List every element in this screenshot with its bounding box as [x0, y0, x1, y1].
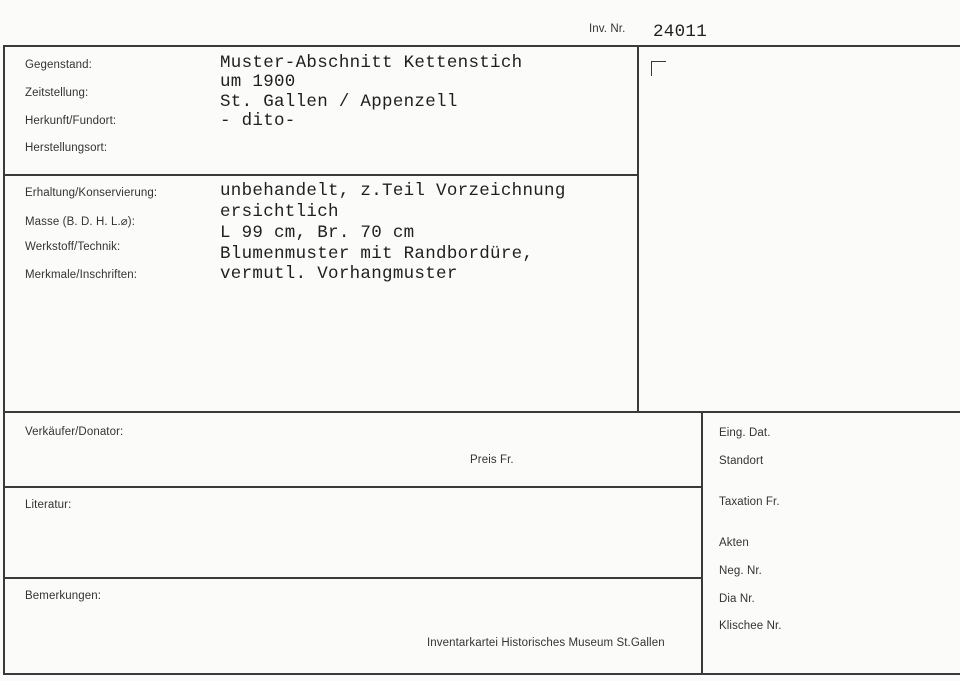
inv-number: 24011 [653, 22, 708, 42]
label-merkmale: Merkmale/Inschriften: [25, 269, 138, 281]
value-herkunft: St. Gallen / Appenzell [220, 92, 458, 112]
value-erhaltung-line2: ersichtlich [220, 202, 339, 222]
label-neg-nr: Neg. Nr. [719, 565, 762, 577]
value-gegenstand: Muster-Abschnitt Kettenstich [220, 53, 523, 73]
label-werkstoff: Werkstoff/Technik: [25, 241, 121, 253]
inv-label: Inv. Nr. [589, 23, 626, 35]
divider-left-edge [3, 45, 5, 675]
label-taxation: Taxation Fr. [719, 496, 780, 508]
label-gegenstand: Gegenstand: [25, 59, 92, 71]
label-akten: Akten [719, 537, 749, 549]
value-werkstoff: Blumenmuster mit Randbordüre, [220, 244, 534, 264]
label-dia-nr: Dia Nr. [719, 593, 755, 605]
value-herstellungsort: - dito- [220, 111, 296, 131]
label-masse: Masse (B. D. H. L.⌀): [25, 216, 135, 228]
label-klischee-nr: Klischee Nr. [719, 620, 782, 632]
corner-mark [651, 61, 666, 76]
divider-right-column [637, 45, 639, 412]
label-standort: Standort [719, 455, 764, 467]
divider-bottom [3, 673, 960, 675]
value-merkmale: vermutl. Vorhangmuster [220, 264, 458, 284]
divider-top [3, 45, 960, 47]
value-zeitstellung: um 1900 [220, 72, 296, 92]
divider-middle [3, 411, 960, 413]
label-verkaeufer: Verkäufer/Donator: [25, 426, 124, 438]
divider-section [3, 174, 638, 176]
value-masse: L 99 cm, Br. 70 cm [220, 223, 415, 243]
label-herkunft: Herkunft/Fundort: [25, 115, 117, 127]
divider-side-column [701, 411, 703, 675]
label-zeitstellung: Zeitstellung: [25, 87, 89, 99]
divider-remarks [3, 577, 702, 579]
value-erhaltung-line1: unbehandelt, z.Teil Vorzeichnung [220, 181, 566, 201]
label-preis: Preis Fr. [470, 454, 514, 466]
label-erhaltung: Erhaltung/Konservierung: [25, 187, 158, 199]
divider-literature [3, 486, 702, 488]
label-bemerkungen: Bemerkungen: [25, 590, 101, 602]
label-herstellungsort: Herstellungsort: [25, 142, 108, 154]
label-literatur: Literatur: [25, 499, 72, 511]
footer-imprint: Inventarkartei Historisches Museum St.Gallen [427, 637, 665, 649]
label-eing-dat: Eing. Dat. [719, 427, 771, 439]
